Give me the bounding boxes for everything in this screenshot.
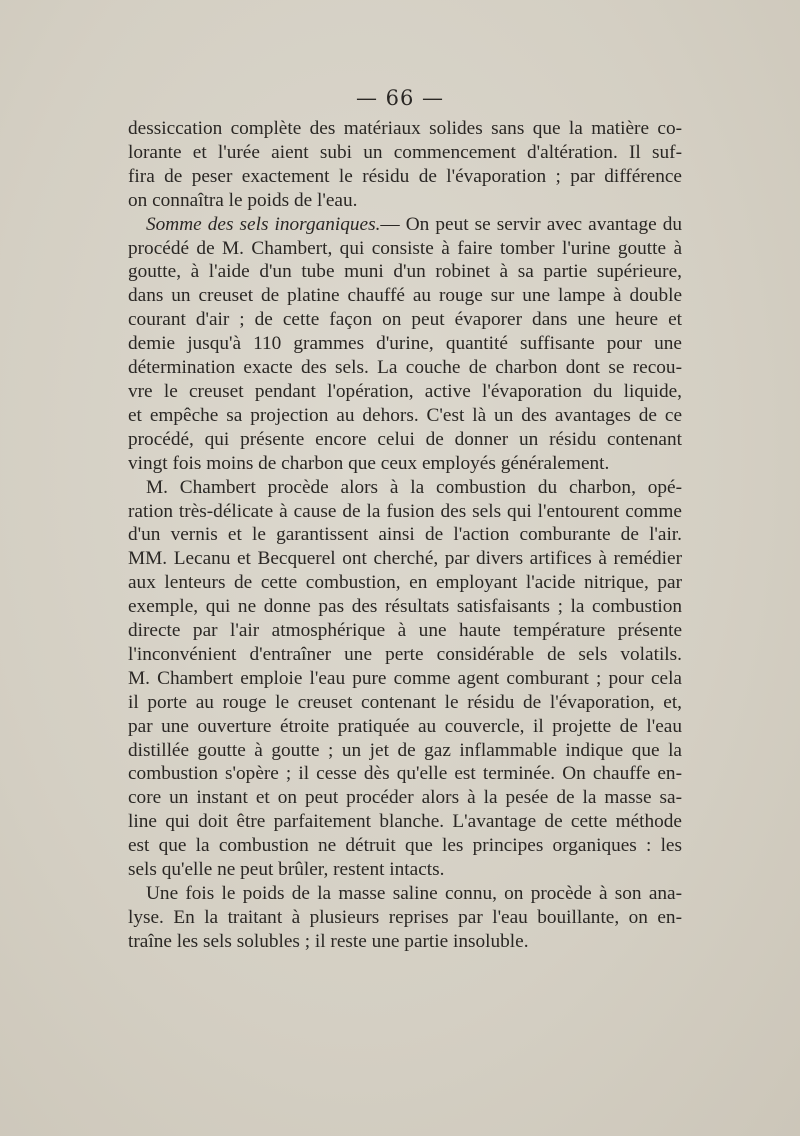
text-line: dessiccation complète des matériaux solides sans que la matière co-	[128, 118, 682, 139]
text-line: lyse. En la traitant à plusieurs reprises par l'eau bouillante, on en-	[128, 906, 682, 928]
paragraph-3	[128, 476, 682, 882]
text-line: exemple, qui ne donne pas des résultats satisfaisants ; la combustion	[128, 596, 682, 618]
text-line: directe par l'air atmosphérique à une haute température présente	[128, 620, 682, 642]
text-line: par une ouverture étroite pratiquée au couvercle, il projette de l'eau	[128, 715, 682, 737]
text-line: l'inconvénient d'entraîner une perte considérable de sels volatils.	[128, 643, 682, 665]
text-line: vre le creuset pendant l'opération, active l'évaporation du liquide,	[128, 380, 682, 402]
text-line: dans un creuset de platine chauffé au rouge sur une lampe à double	[128, 285, 682, 307]
text-line: on connaîtra le poids de l'eau.	[128, 189, 358, 211]
text-line: ration très-délicate à cause de la fusion des sels qui l'entourent comme	[128, 500, 682, 522]
text-line: line qui doit être parfaitement blanche. L'avantage de cette méthode	[128, 811, 682, 833]
text-line-continuation: — On peut se servir avec avantage du	[380, 213, 682, 235]
text-line: fira de peser exactement le résidu de l'évaporation ; par différence	[128, 165, 682, 187]
text-line: M. Chambert emploie l'eau pure comme agent comburant ; pour cela	[128, 667, 682, 689]
text-line: d'un vernis et le garantissent ainsi de l'action comburante de l'air.	[128, 524, 682, 546]
text-line: procédé de M. Chambert, qui consiste à faire tomber l'urine goutte à	[128, 237, 682, 259]
text-line: core un instant et on peut procéder alors à la pesée de la masse sa-	[128, 787, 682, 809]
text-line: lorante et l'urée aient subi un commencement d'altération. Il suf-	[128, 141, 682, 163]
text-line: et empêche sa projection au dehors. C'est là un des avantages de ce	[128, 404, 682, 426]
text-line: traîne les sels solubles ; il reste une partie insoluble.	[128, 930, 529, 952]
text-line: distillée goutte à goutte ; un jet de gaz inflammable indique que la	[128, 739, 682, 761]
text-line: détermination exacte des sels. La couche de charbon dont se recou-	[128, 357, 682, 379]
text-line: courant d'air ; de cette façon on peut évaporer dans une heure et	[128, 309, 682, 331]
text-line: aux lenteurs de cette combustion, en employant l'acide nitrique, par	[128, 572, 682, 594]
text-line: procédé, qui présente encore celui de donner un résidu contenant	[128, 428, 682, 450]
text-line: il porte au rouge le creuset contenant le résidu de l'évaporation, et,	[128, 691, 682, 713]
page-number: — 66 —	[355, 86, 445, 110]
text-line: MM. Lecanu et Becquerel ont cherché, par divers artifices à remédier	[128, 548, 682, 570]
text-line: vingt fois moins de charbon que ceux employés généralement.	[128, 452, 610, 474]
body-text	[128, 117, 682, 954]
text-line: combustion s'opère ; il cesse dès qu'elle est terminée. On chauffe en-	[128, 763, 682, 785]
paragraph-2	[128, 213, 682, 476]
section-heading: Somme des sels inorganiques.	[146, 213, 381, 235]
text-line	[128, 213, 682, 237]
text-line: Une fois le poids de la masse saline connu, on procède à son ana-	[146, 883, 682, 904]
text-line: goutte, à l'aide d'un tube muni d'un robinet à sa partie supérieure,	[128, 261, 682, 283]
text-line: sels qu'elle ne peut brûler, restent intacts.	[128, 859, 445, 881]
paragraph-1	[128, 117, 682, 213]
text-line: est que la combustion ne détruit que les principes organiques : les	[128, 835, 682, 857]
paragraph-4	[128, 882, 682, 954]
text-line: demie jusqu'à 110 grammes d'urine, quantité suffisante pour une	[128, 333, 682, 355]
text-line: M. Chambert procède alors à la combustion du charbon, opé-	[146, 476, 682, 498]
